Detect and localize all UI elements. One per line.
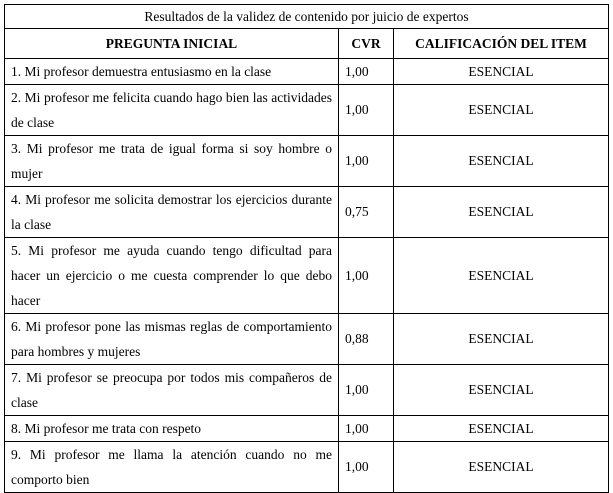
cvr-cell: 1,00	[339, 416, 394, 442]
table-caption: Resultados de la validez de contenido por juicio de expertos	[5, 5, 609, 29]
table-row	[5, 442, 609, 493]
table-row	[5, 85, 609, 136]
question-cell: 1. Mi profesor demuestra entusiasmo en la clase	[5, 59, 339, 85]
question-cell: 3. Mi profesor me trata de igual forma si soy hombre o mujer	[5, 136, 339, 187]
rating-cell: ESENCIAL	[394, 59, 609, 85]
table-row	[5, 187, 609, 238]
cvr-cell: 0,88	[339, 314, 394, 365]
rating-cell: ESENCIAL	[394, 136, 609, 187]
rating-cell: ESENCIAL	[394, 416, 609, 442]
rating-cell: ESENCIAL	[394, 85, 609, 136]
question-cell: 5. Mi profesor me ayuda cuando tengo dificultad para hacer un ejercicio o me cuesta comprender lo que debo hacer	[5, 238, 339, 314]
question-cell: 8. Mi profesor me trata con respeto	[5, 416, 339, 442]
rating-cell: ESENCIAL	[394, 187, 609, 238]
question-cell: 2. Mi profesor me felicita cuando hago bien las actividades de clase	[5, 85, 339, 136]
rating-cell: ESENCIAL	[394, 442, 609, 493]
header-row	[5, 29, 609, 59]
header-question: PREGUNTA INICIAL	[5, 29, 339, 59]
content-validity-table	[4, 4, 609, 493]
cvr-cell: 1,00	[339, 59, 394, 85]
question-cell: 4. Mi profesor me solicita demostrar los ejercicios durante la clase	[5, 187, 339, 238]
table-row	[5, 136, 609, 187]
rating-cell: ESENCIAL	[394, 238, 609, 314]
cvr-cell: 1,00	[339, 442, 394, 493]
cvr-cell: 1,00	[339, 85, 394, 136]
table-row	[5, 416, 609, 442]
table-row	[5, 365, 609, 416]
rating-cell: ESENCIAL	[394, 314, 609, 365]
header-cvr: CVR	[339, 29, 394, 59]
cvr-cell: 1,00	[339, 238, 394, 314]
cvr-cell: 1,00	[339, 136, 394, 187]
question-cell: 7. Mi profesor se preocupa por todos mis compañeros de clase	[5, 365, 339, 416]
table-row	[5, 59, 609, 85]
table-row	[5, 314, 609, 365]
question-cell: 6. Mi profesor pone las mismas reglas de comportamiento para hombres y mujeres	[5, 314, 339, 365]
table-container	[4, 4, 608, 493]
header-rating: CALIFICACIÓN DEL ITEM	[394, 29, 609, 59]
question-cell: 9. Mi profesor me llama la atención cuando no me comporto bien	[5, 442, 339, 493]
table-row	[5, 238, 609, 314]
cvr-cell: 0,75	[339, 187, 394, 238]
cvr-cell: 1,00	[339, 365, 394, 416]
rating-cell: ESENCIAL	[394, 365, 609, 416]
